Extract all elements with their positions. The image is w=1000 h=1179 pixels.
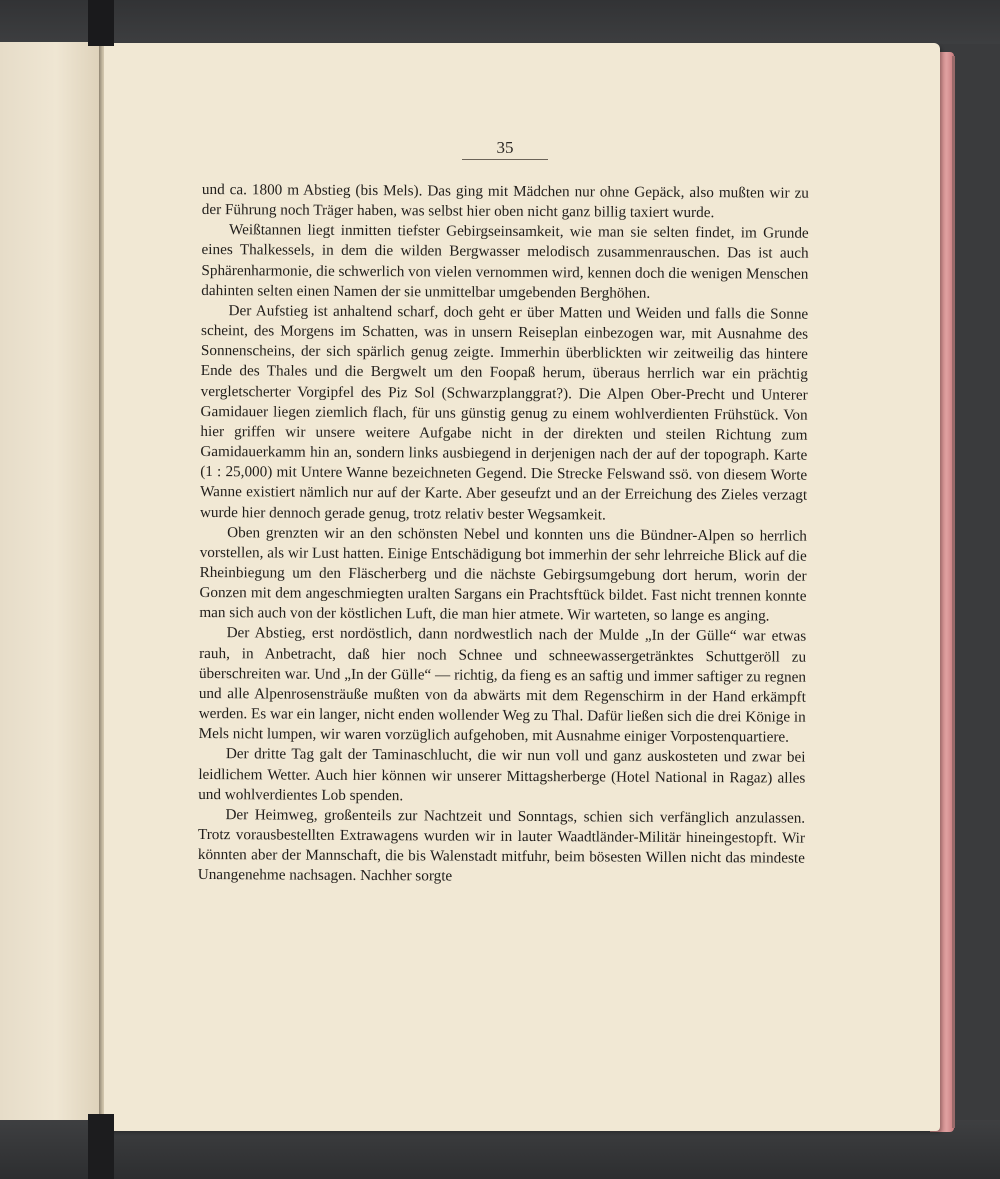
page-edge-line bbox=[952, 56, 955, 1128]
paragraph: Der Aufstieg ist anhaltend scharf, doch geht er über Matten und Weiden und falls die Sonne scheint, des Morgens im Schatten, was in unsern Reiseplan einbezogen war, mit Ausnahme des Sonnenscheins, der sich spärlich genug zeigte. Immerhin überblickten wir zeitweilig das hintere Ende des Thales und die Bergwelt um den Foopaß herum, überaus herrlich war ein prächtig vergletscherter Vorgipfel des Piz Sol (Schwarzplanggrat?). Die Alpen Ober-Precht und Unterer Gamidauer liegen ziemlich flach, für uns günstig genug zu einem wohlverdienten Frühstück. Von hier griffen wir unsere weitere Aufgabe nicht in der direkten und steilen Richtung zum Gamidauerkamm hin an, sondern links ausbiegend in derjenigen nach der auf der topograph. Karte (1 : 25,000) mit Untere Wanne bezeichneten Gegend. Die Strecke Felswand ssö. von diesem Worte Wanne existiert nämlich nur auf der Karte. Aber geseufzt und an der Erreichung des Zieles verzagt wurde hier dennoch gerade genug, trotz relativ bester Wegsamkeit. bbox=[199, 302, 809, 523]
bookmark-ribbon-top bbox=[88, 0, 114, 46]
scanner-backdrop-top bbox=[0, 0, 1000, 44]
bookmark-ribbon-bottom bbox=[88, 1114, 114, 1179]
body-text bbox=[198, 180, 809, 889]
page-number-rule bbox=[462, 159, 548, 160]
left-page bbox=[0, 42, 102, 1120]
paragraph: Weißtannen liegt inmitten tiefster Gebirgseinsamkeit, wie man sie selten findet, im Grunde eines Thalkessels, in dem die wilden Bergwasser melodisch zusammenrauschen. Das ist auch Sphärenharmonie, die schwerlich von vielen vernommen wird, kennen doch die wenigen Menschen dahinten selten einen Namen der sie unmittelbar umgebenden Berghöhen. bbox=[201, 221, 809, 302]
paragraph: Der dritte Tag galt der Taminaschlucht, die wir nun voll und ganz auskosteten und zwar bei leidlichem Wetter. Auch hier können wir unserer Mittagsherberge (Hotel National in Ragaz) alles und wohlverdientes Lob spenden. bbox=[198, 745, 806, 804]
paragraph: und ca. 1800 m Abstieg (bis Mels). Das ging mit Mädchen nur ohne Gepäck, also mußten wir zu der Führung noch Träger haben, was selbst hier oben nicht ganz billig taxiert wurde. bbox=[201, 180, 809, 222]
paragraph: Oben grenzten wir an den schönsten Nebel und konnten uns die Bündner-Alpen so herrlich vorstellen, als wir Lust hatten. Einige Entschädigung bot immerhin der sehr lehrreiche Blick auf die Rheinbiegung um den Fläscherberg und die nächste Gebirgsumgebung dort herum, worin der Gonzen mit dem angeschmiegten uralten Sargans ein Prachtsftück bildet. Fast nicht trennen konnte man sich auch von der köstlichen Luft, die man hier atmete. Wir warteten, so lange es anging. bbox=[199, 523, 807, 625]
paragraph: Der Abstieg, erst nordöstlich, dann nordwestlich nach der Mulde „In der Gülle“ war etwas rauh, in Anbetracht, daß hier noch Schnee und schneewassergetränktes Schuttgeröll zu überschreiten war. Und „In der Gülle“ — richtig, da fieng es an saftig und immer saftiger zu regnen und alle Alpenrosensträuße mußten von da abwärts mit dem Regenschirm in der Hand erkämpft werden. Es war ein langer, nicht enden wollender Weg zu Thal. Dafür ließen sich die drei Könige in Mels nicht lumpen, wir waren vorzüglich aufgehoben, mit Ausnahme einiger Vorpostenquartiere. bbox=[198, 624, 807, 746]
page-number: 35 bbox=[496, 138, 514, 157]
paragraph: Der Heimweg, großenteils zur Nachtzeit und Sonntags, schien sich verfänglich anzulassen. Trotz vorausbestellten Extrawagens wurden wir in lauter Waadtländer-Militär hineingestopft. Wir könnten aber der Mannschaft, die bis Walenstadt mitfuhr, beim bösesten Willen nicht das mindeste Unangenehme nachsagen. Nachher sorgte bbox=[197, 805, 806, 885]
